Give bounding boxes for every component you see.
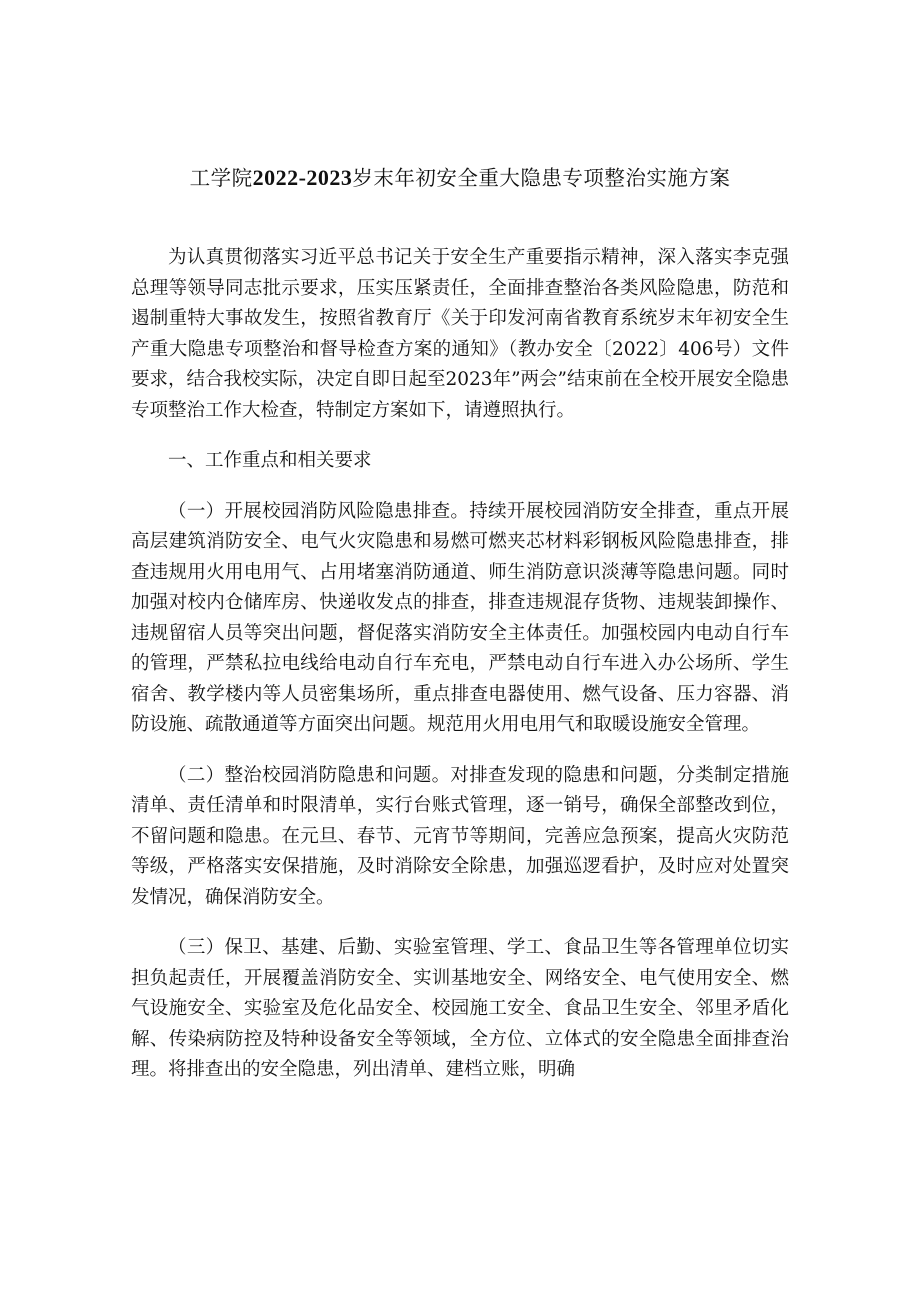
item-paragraph-3: （三）保卫、基建、后勤、实验室管理、学工、食品卫生等各管理单位切实担负起责任，开展覆盖消防安全、实训基地安全、网络安全、电气使用安全、燃气设施安全、实验室及危化品安全、校园施工安全、食品卫生安全、邻里矛盾化解、传染病防控及特种设备安全等领域，全方位、立体式的安全隐患全面排查治理。将排查出的安全隐患，列出清单、建档立账，明确 [131,937,789,1080]
section-heading: 一、工作重点和相关要求 [168,450,372,471]
title-suffix: 岁末年初安全重大隐患专项整治实施方案 [352,166,731,190]
title-prefix: 工学院 [189,166,253,190]
item-paragraph-2: （二）整治校园消防隐患和问题。对排查发现的隐患和问题，分类制定措施清单、责任清单和时限清单，实行台账式管理，逐一销号，确保全部整改到位，不留问题和隐患。在元旦、春节、元宵节等期间，完善应急预案，提高火灾防范等级，严格落实安保措施，及时消除安全除患，加强巡逻看护，及时应对处置突发情况，确保消防安全。 [131,764,789,908]
intro-paragraph: 为认真贯彻落实习近平总书记关于安全生产重要指示精神，深入落实李克强总理等领导同志批示要求，压实压紧责任，全面排查整治各类风险隐患，防范和遏制重特大事故发生，按照省教育厅《关于印发河南省教育系统岁末年初安全生产重大隐患专项整治和督导检查方案的通知》（教办安全〔2022〕406号）文件要求，结合我校实际，决定自即日起至2023年”两会”结束前在全校开展安全隐患专项整治工作大检查，特制定方案如下，请遵照执行。 [131,247,789,421]
document-body [131,243,789,1106]
title-years: 2022-2023 [252,165,353,190]
document-title [0,158,920,198]
item-paragraph-1: （一）开展校园消防风险隐患排查。持续开展校园消防安全排查，重点开展高层建筑消防安全、电气火灾隐患和易燃可燃夹芯材料彩钢板风险隐患排查，排查违规用火用电用气、占用堵塞消防通道、师生消防意识淡薄等隐患问题。同时加强对校内仓储库房、快递收发点的排查，排查违规混存货物、违规装卸操作、违规留宿人员等突出问题，督促落实消防安全主体责任。加强校园内电动自行车的管理，严禁私拉电线给电动自行车充电，严禁电动自行车进入办公场所、学生宿舍、教学楼内等人员密集场所，重点排查电器使用、燃气设备、压力容器、消防设施、疏散通道等方面突出问题。规范用火用电用气和取暖设施安全管理。 [131,500,789,735]
